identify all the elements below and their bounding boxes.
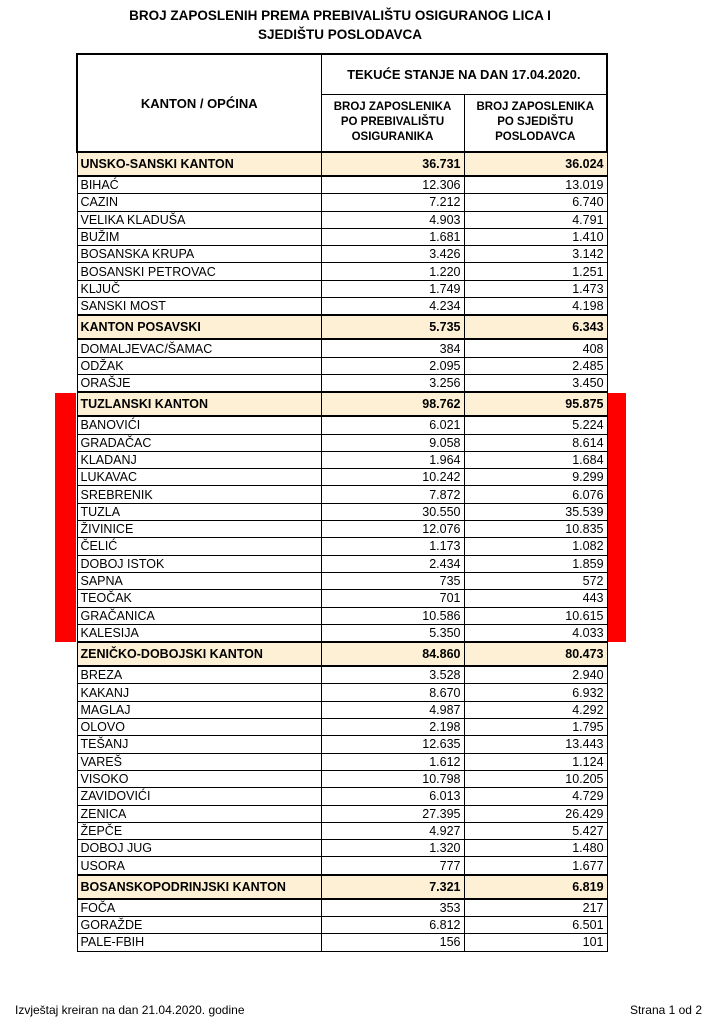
municipality-by-employer: 2.940 <box>464 666 607 684</box>
municipality-name: DOBOJ JUG <box>77 840 321 857</box>
column-header-by-residence: BROJ ZAPOSLENIKA PO PREBIVALIŠTU OSIGURANIKA <box>321 94 464 152</box>
municipality-by-employer: 6.076 <box>464 486 607 503</box>
report-title <box>0 6 680 44</box>
canton-row <box>77 315 607 339</box>
table-header <box>77 54 607 152</box>
municipality-name: BIHAĆ <box>77 176 321 194</box>
municipality-by-employer: 1.251 <box>464 263 607 280</box>
municipality-name: LUKAVAC <box>77 469 321 486</box>
municipality-by-employer: 5.224 <box>464 416 607 434</box>
column-header-canton: KANTON / OPĆINA <box>77 54 321 152</box>
canton-by-residence: 5.735 <box>321 315 464 339</box>
municipality-name: ODŽAK <box>77 357 321 374</box>
municipality-name: GRADAČAC <box>77 434 321 451</box>
municipality-by-residence: 1.173 <box>321 538 464 555</box>
municipality-by-employer: 1.082 <box>464 538 607 555</box>
municipality-by-employer: 6.932 <box>464 684 607 701</box>
highlight-marker-left <box>55 393 76 642</box>
municipality-by-employer: 4.292 <box>464 701 607 718</box>
municipality-by-residence: 4.234 <box>321 298 464 316</box>
municipality-by-employer: 1.677 <box>464 857 607 875</box>
table-row <box>77 916 607 933</box>
municipality-name: KAKANJ <box>77 684 321 701</box>
municipality-by-residence: 4.927 <box>321 822 464 839</box>
municipality-by-residence: 777 <box>321 857 464 875</box>
municipality-by-residence: 12.635 <box>321 736 464 753</box>
municipality-name: FOČA <box>77 899 321 917</box>
municipality-by-employer: 6.501 <box>464 916 607 933</box>
municipality-by-employer: 5.427 <box>464 822 607 839</box>
table-row <box>77 840 607 857</box>
municipality-by-employer: 1.410 <box>464 228 607 245</box>
municipality-name: OLOVO <box>77 719 321 736</box>
table-row <box>77 280 607 297</box>
municipality-by-residence: 2.095 <box>321 357 464 374</box>
municipality-name: CAZIN <box>77 194 321 211</box>
canton-row <box>77 392 607 416</box>
canton-row <box>77 875 607 899</box>
municipality-name: KLJUČ <box>77 280 321 297</box>
table-row <box>77 538 607 555</box>
municipality-name: ŽEPČE <box>77 822 321 839</box>
table-row <box>77 684 607 701</box>
municipality-by-residence: 30.550 <box>321 503 464 520</box>
municipality-name: KALESIJA <box>77 624 321 642</box>
table-row <box>77 486 607 503</box>
municipality-name: BANOVIĆI <box>77 416 321 434</box>
municipality-name: DOBOJ ISTOK <box>77 555 321 572</box>
canton-name: TUZLANSKI KANTON <box>77 392 321 416</box>
municipality-by-residence: 353 <box>321 899 464 917</box>
municipality-by-employer: 1.480 <box>464 840 607 857</box>
table-row <box>77 770 607 787</box>
table-row <box>77 416 607 434</box>
municipality-by-residence: 701 <box>321 590 464 607</box>
canton-by-residence: 84.860 <box>321 642 464 666</box>
municipality-by-residence: 4.903 <box>321 211 464 228</box>
municipality-by-employer: 1.473 <box>464 280 607 297</box>
municipality-by-employer: 6.740 <box>464 194 607 211</box>
municipality-by-employer: 4.033 <box>464 624 607 642</box>
municipality-by-residence: 735 <box>321 572 464 589</box>
table-row <box>77 934 607 951</box>
municipality-by-residence: 1.681 <box>321 228 464 245</box>
municipality-by-residence: 6.013 <box>321 788 464 805</box>
municipality-by-employer: 4.198 <box>464 298 607 316</box>
municipality-by-residence: 1.320 <box>321 840 464 857</box>
municipality-by-employer: 4.791 <box>464 211 607 228</box>
municipality-name: BOSANSKI PETROVAC <box>77 263 321 280</box>
table-row <box>77 666 607 684</box>
municipality-by-employer: 408 <box>464 339 607 357</box>
table-row <box>77 451 607 468</box>
municipality-by-residence: 2.198 <box>321 719 464 736</box>
municipality-by-residence: 156 <box>321 934 464 951</box>
municipality-name: TEŠANJ <box>77 736 321 753</box>
municipality-name: GORAŽDE <box>77 916 321 933</box>
table-row <box>77 176 607 194</box>
municipality-name: VISOKO <box>77 770 321 787</box>
municipality-by-residence: 9.058 <box>321 434 464 451</box>
municipality-name: ČELIĆ <box>77 538 321 555</box>
municipality-by-residence: 12.306 <box>321 176 464 194</box>
table-row <box>77 211 607 228</box>
municipality-name: TEOČAK <box>77 590 321 607</box>
municipality-by-residence: 3.426 <box>321 246 464 263</box>
report-title-line-1: BROJ ZAPOSLENIH PREMA PREBIVALIŠTU OSIGURANOG LICA I <box>129 8 551 23</box>
municipality-name: VAREŠ <box>77 753 321 770</box>
canton-row <box>77 642 607 666</box>
municipality-name: BREZA <box>77 666 321 684</box>
municipality-by-residence: 2.434 <box>321 555 464 572</box>
municipality-by-residence: 10.798 <box>321 770 464 787</box>
table-row <box>77 822 607 839</box>
table-row <box>77 719 607 736</box>
table-row <box>77 339 607 357</box>
table-row <box>77 805 607 822</box>
canton-by-employer: 36.024 <box>464 152 607 176</box>
municipality-by-employer: 26.429 <box>464 805 607 822</box>
table-row <box>77 228 607 245</box>
report-created-date: Izvještaj kreiran na dan 21.04.2020. godine <box>15 1003 245 1017</box>
table-row <box>77 857 607 875</box>
employment-table <box>76 53 608 952</box>
municipality-by-employer: 10.615 <box>464 607 607 624</box>
municipality-by-residence: 3.528 <box>321 666 464 684</box>
canton-by-employer: 80.473 <box>464 642 607 666</box>
municipality-by-residence: 6.021 <box>321 416 464 434</box>
municipality-by-residence: 10.586 <box>321 607 464 624</box>
highlight-marker-right <box>605 393 626 642</box>
municipality-by-employer: 13.443 <box>464 736 607 753</box>
municipality-by-employer: 572 <box>464 572 607 589</box>
table-row <box>77 701 607 718</box>
municipality-by-residence: 1.220 <box>321 263 464 280</box>
municipality-by-employer: 10.835 <box>464 521 607 538</box>
municipality-name: VELIKA KLADUŠA <box>77 211 321 228</box>
canton-by-employer: 6.343 <box>464 315 607 339</box>
table-row <box>77 503 607 520</box>
municipality-by-employer: 4.729 <box>464 788 607 805</box>
municipality-by-employer: 9.299 <box>464 469 607 486</box>
page-number: Strana 1 od 2 <box>629 1003 702 1017</box>
table-row <box>77 753 607 770</box>
municipality-by-residence: 5.350 <box>321 624 464 642</box>
table-row <box>77 788 607 805</box>
canton-by-residence: 98.762 <box>321 392 464 416</box>
municipality-by-employer: 3.142 <box>464 246 607 263</box>
canton-row <box>77 152 607 176</box>
municipality-by-residence: 384 <box>321 339 464 357</box>
municipality-by-residence: 3.256 <box>321 374 464 392</box>
municipality-by-residence: 1.749 <box>321 280 464 297</box>
municipality-by-employer: 10.205 <box>464 770 607 787</box>
municipality-by-residence: 8.670 <box>321 684 464 701</box>
canton-name: UNSKO-SANSKI KANTON <box>77 152 321 176</box>
municipality-by-employer: 217 <box>464 899 607 917</box>
municipality-by-employer: 101 <box>464 934 607 951</box>
canton-by-residence: 7.321 <box>321 875 464 899</box>
table-row <box>77 263 607 280</box>
municipality-name: SANSKI MOST <box>77 298 321 316</box>
report-title-line-2: SJEDIŠTU POSLODAVCA <box>257 27 423 42</box>
table-body <box>77 152 607 951</box>
table-row <box>77 246 607 263</box>
table-row <box>77 590 607 607</box>
municipality-name: KLADANJ <box>77 451 321 468</box>
municipality-by-residence: 7.872 <box>321 486 464 503</box>
municipality-by-employer: 8.614 <box>464 434 607 451</box>
column-header-period: TEKUĆE STANJE NA DAN 17.04.2020. <box>321 54 607 94</box>
table-row <box>77 357 607 374</box>
canton-name: BOSANSKOPODRINJSKI KANTON <box>77 875 321 899</box>
municipality-by-residence: 6.812 <box>321 916 464 933</box>
canton-name: ZENIČKO-DOBOJSKI KANTON <box>77 642 321 666</box>
municipality-by-employer: 1.795 <box>464 719 607 736</box>
canton-by-employer: 6.819 <box>464 875 607 899</box>
table-row <box>77 521 607 538</box>
table-row <box>77 899 607 917</box>
municipality-by-employer: 1.124 <box>464 753 607 770</box>
municipality-name: ORAŠJE <box>77 374 321 392</box>
table-row <box>77 194 607 211</box>
municipality-by-employer: 35.539 <box>464 503 607 520</box>
municipality-by-employer: 13.019 <box>464 176 607 194</box>
municipality-name: GRAČANICA <box>77 607 321 624</box>
table-row <box>77 572 607 589</box>
municipality-name: BOSANSKA KRUPA <box>77 246 321 263</box>
municipality-name: SAPNA <box>77 572 321 589</box>
municipality-name: TUZLA <box>77 503 321 520</box>
canton-name: KANTON POSAVSKI <box>77 315 321 339</box>
municipality-by-residence: 12.076 <box>321 521 464 538</box>
column-header-by-employer: BROJ ZAPOSLENIKA PO SJEDIŠTU POSLODAVCA <box>464 94 607 152</box>
municipality-name: MAGLAJ <box>77 701 321 718</box>
municipality-by-residence: 1.612 <box>321 753 464 770</box>
municipality-name: DOMALJEVAC/ŠAMAC <box>77 339 321 357</box>
table-row <box>77 374 607 392</box>
municipality-name: BUŽIM <box>77 228 321 245</box>
table-row <box>77 607 607 624</box>
table-row <box>77 298 607 316</box>
table-row <box>77 434 607 451</box>
municipality-by-residence: 4.987 <box>321 701 464 718</box>
municipality-by-employer: 1.859 <box>464 555 607 572</box>
municipality-by-residence: 7.212 <box>321 194 464 211</box>
municipality-by-employer: 3.450 <box>464 374 607 392</box>
municipality-name: PALE-FBIH <box>77 934 321 951</box>
table-row <box>77 736 607 753</box>
municipality-name: ZENICA <box>77 805 321 822</box>
municipality-name: SREBRENIK <box>77 486 321 503</box>
municipality-by-employer: 1.684 <box>464 451 607 468</box>
municipality-name: ŽIVINICE <box>77 521 321 538</box>
municipality-name: USORA <box>77 857 321 875</box>
canton-by-employer: 95.875 <box>464 392 607 416</box>
municipality-by-employer: 2.485 <box>464 357 607 374</box>
canton-by-residence: 36.731 <box>321 152 464 176</box>
municipality-by-employer: 443 <box>464 590 607 607</box>
table-row <box>77 624 607 642</box>
municipality-by-residence: 27.395 <box>321 805 464 822</box>
table-row <box>77 469 607 486</box>
municipality-by-residence: 1.964 <box>321 451 464 468</box>
municipality-name: ZAVIDOVIĆI <box>77 788 321 805</box>
table-row <box>77 555 607 572</box>
municipality-by-residence: 10.242 <box>321 469 464 486</box>
